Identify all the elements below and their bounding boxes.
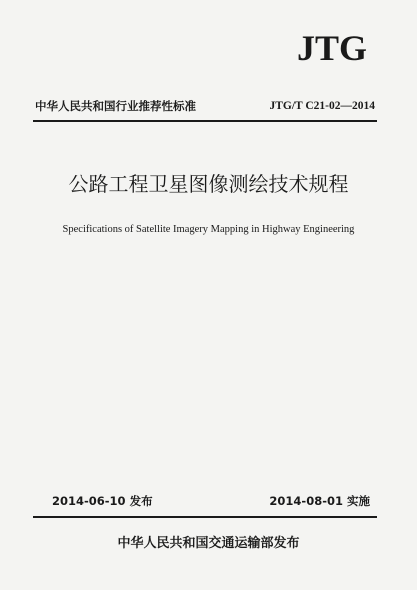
jtg-logo: JTG <box>296 28 367 68</box>
standard-category: 中华人民共和国行业推荐性标准 <box>35 99 196 113</box>
top-divider <box>33 120 377 122</box>
issue-date: 2014-06-10 发布 <box>52 494 153 508</box>
standard-code: JTG/T C21-02—2014 <box>269 100 375 112</box>
publisher: 中华人民共和国交通运输部发布 <box>117 536 300 551</box>
implementation-date: 2014-08-01 实施 <box>269 494 370 508</box>
document-title-english: Specifications of Satellite Imagery Mapping in Highway Engineering <box>62 224 355 235</box>
document-title-chinese: 公路工程卫星图像测绘技术规程 <box>68 172 349 196</box>
bottom-divider <box>33 516 377 518</box>
